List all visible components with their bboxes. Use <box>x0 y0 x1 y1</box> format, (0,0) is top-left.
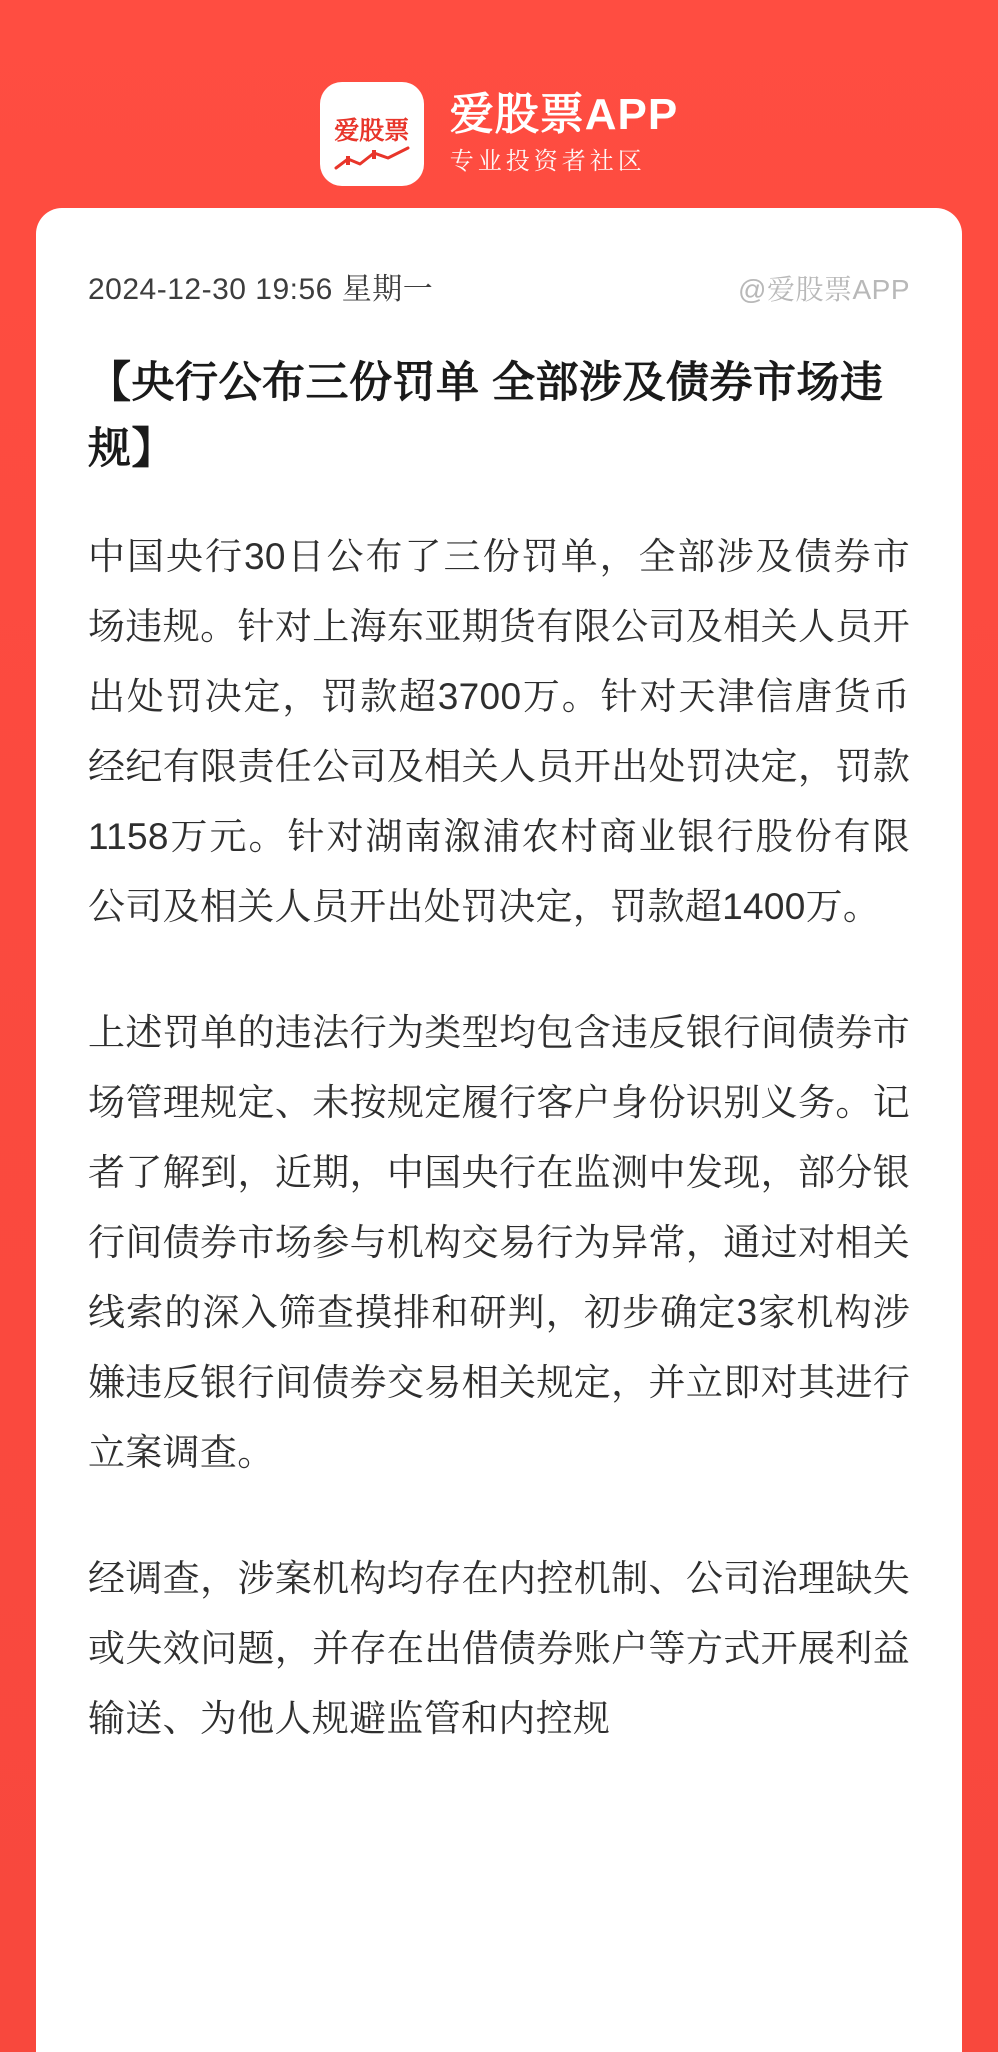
brand-block <box>450 89 678 179</box>
article-paragraph: 上述罚单的违法行为类型均包含违反银行间债券市场管理规定、未按规定履行客户身份识别义务。记者了解到，近期，中国央行在监测中发现，部分银行间债券市场参与机构交易行为异常，通过对相关线索的深入筛查摸排和研判，初步确定3家机构涉嫌违反银行间债券交易相关规定，并立即对其进行立案调查。 <box>88 1012 910 1473</box>
article-card <box>36 208 962 2052</box>
brand-subtitle: 专业投资者社区 <box>449 148 646 175</box>
app-logo-label: 爱股票 <box>334 117 410 145</box>
brand-title: 爱股票APP <box>449 90 679 139</box>
article-headline: 【央行公布三份罚单 全部涉及债券市场违规】 <box>88 359 884 473</box>
article-timestamp: 2024-12-30 19:56 星期一 <box>88 273 434 306</box>
app-logo <box>320 82 424 186</box>
article-paragraph: 经调查，涉案机构均存在内控机制、公司治理缺失或失效问题，并存在出借债券账户等方式开展利益输送、为他人规避监管和内控规 <box>88 1558 910 1739</box>
article-meta <box>88 264 910 308</box>
article-paragraph: 中国央行30日公布了三份罚单，全部涉及债券市场违规。针对上海东亚期货有限公司及相关人员开出处罚决定，罚款超3700万。针对天津信唐货币经纪有限责任公司及相关人员开出处罚决定，罚款1158万元。针对湖南溆浦农村商业银行股份有限公司及相关人员开出处罚决定，罚款超1400万。 <box>88 536 910 927</box>
candlestick-chart-icon <box>334 146 410 172</box>
account-handle: @爱股票APP <box>738 274 910 305</box>
